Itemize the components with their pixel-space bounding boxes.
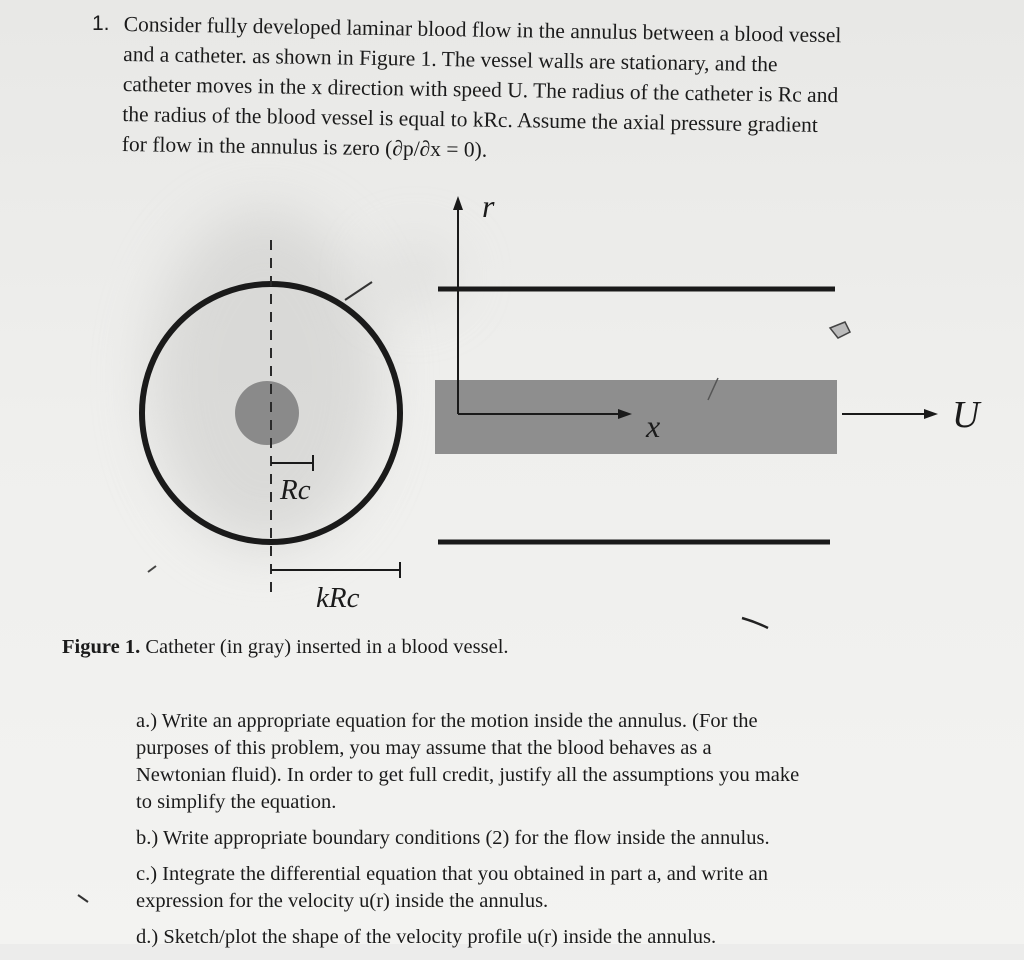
part-line: a.) Write an appropriate equation for the motion inside the annulus. (For the [136, 710, 758, 732]
pen-mark [742, 618, 768, 628]
caption-text: Catheter (in gray) inserted in a blood vessel. [140, 636, 509, 658]
part-line: to simplify the equation. [136, 791, 337, 813]
problem-number: 1. [92, 12, 110, 35]
part-line: d.) Sketch/plot the shape of the velocity profile u(r) inside the annulus. [136, 926, 717, 948]
pen-mark [148, 566, 156, 572]
part-c [136, 861, 926, 915]
rc-label: Rc [280, 474, 311, 506]
part-b [136, 825, 926, 852]
caption-prefix: Figure 1. [62, 636, 141, 658]
velocity-arrowhead [924, 409, 938, 419]
krc-label: kRc [316, 582, 360, 614]
problem-line: Consider fully developed laminar blood flow in the annulus between a blood vessel [123, 11, 842, 48]
problem-line: the radius of the blood vessel is equal to kRc. Assume the axial pressure gradient [122, 101, 819, 137]
problem-line: and a catheter. as shown in Figure 1. The vessel walls are stationary, and the [123, 41, 778, 77]
catheter-cross-section [235, 381, 299, 445]
part-d [136, 924, 926, 951]
part-line: Newtonian fluid). In order to get full credit, justify all the assumptions you make [136, 764, 800, 786]
x-axis-label: x [646, 408, 661, 444]
pen-mark [345, 282, 372, 300]
pen-mark [78, 895, 88, 902]
pen-mark [830, 322, 850, 338]
r-axis-arrowhead [453, 196, 463, 210]
part-line: expression for the velocity u(r) inside the annulus. [136, 890, 549, 912]
problem-line: catheter moves in the x direction with speed U. The radius of the catheter is Rc and [122, 71, 839, 108]
question-parts [136, 708, 926, 960]
part-a [136, 708, 926, 816]
part-line: b.) Write appropriate boundary conditions (2) for the flow inside the annulus. [136, 827, 770, 849]
catheter-longitudinal [435, 380, 837, 454]
part-line: c.) Integrate the differential equation that you obtained in part a, and write an [136, 863, 769, 885]
problem-line: for flow in the annulus is zero (∂p/∂x = 0). [121, 131, 488, 162]
velocity-label: U [952, 394, 980, 436]
figure-caption [62, 636, 509, 659]
part-line: purposes of this problem, you may assume that the blood behaves as a [136, 737, 712, 759]
r-axis-label: r [482, 188, 495, 224]
